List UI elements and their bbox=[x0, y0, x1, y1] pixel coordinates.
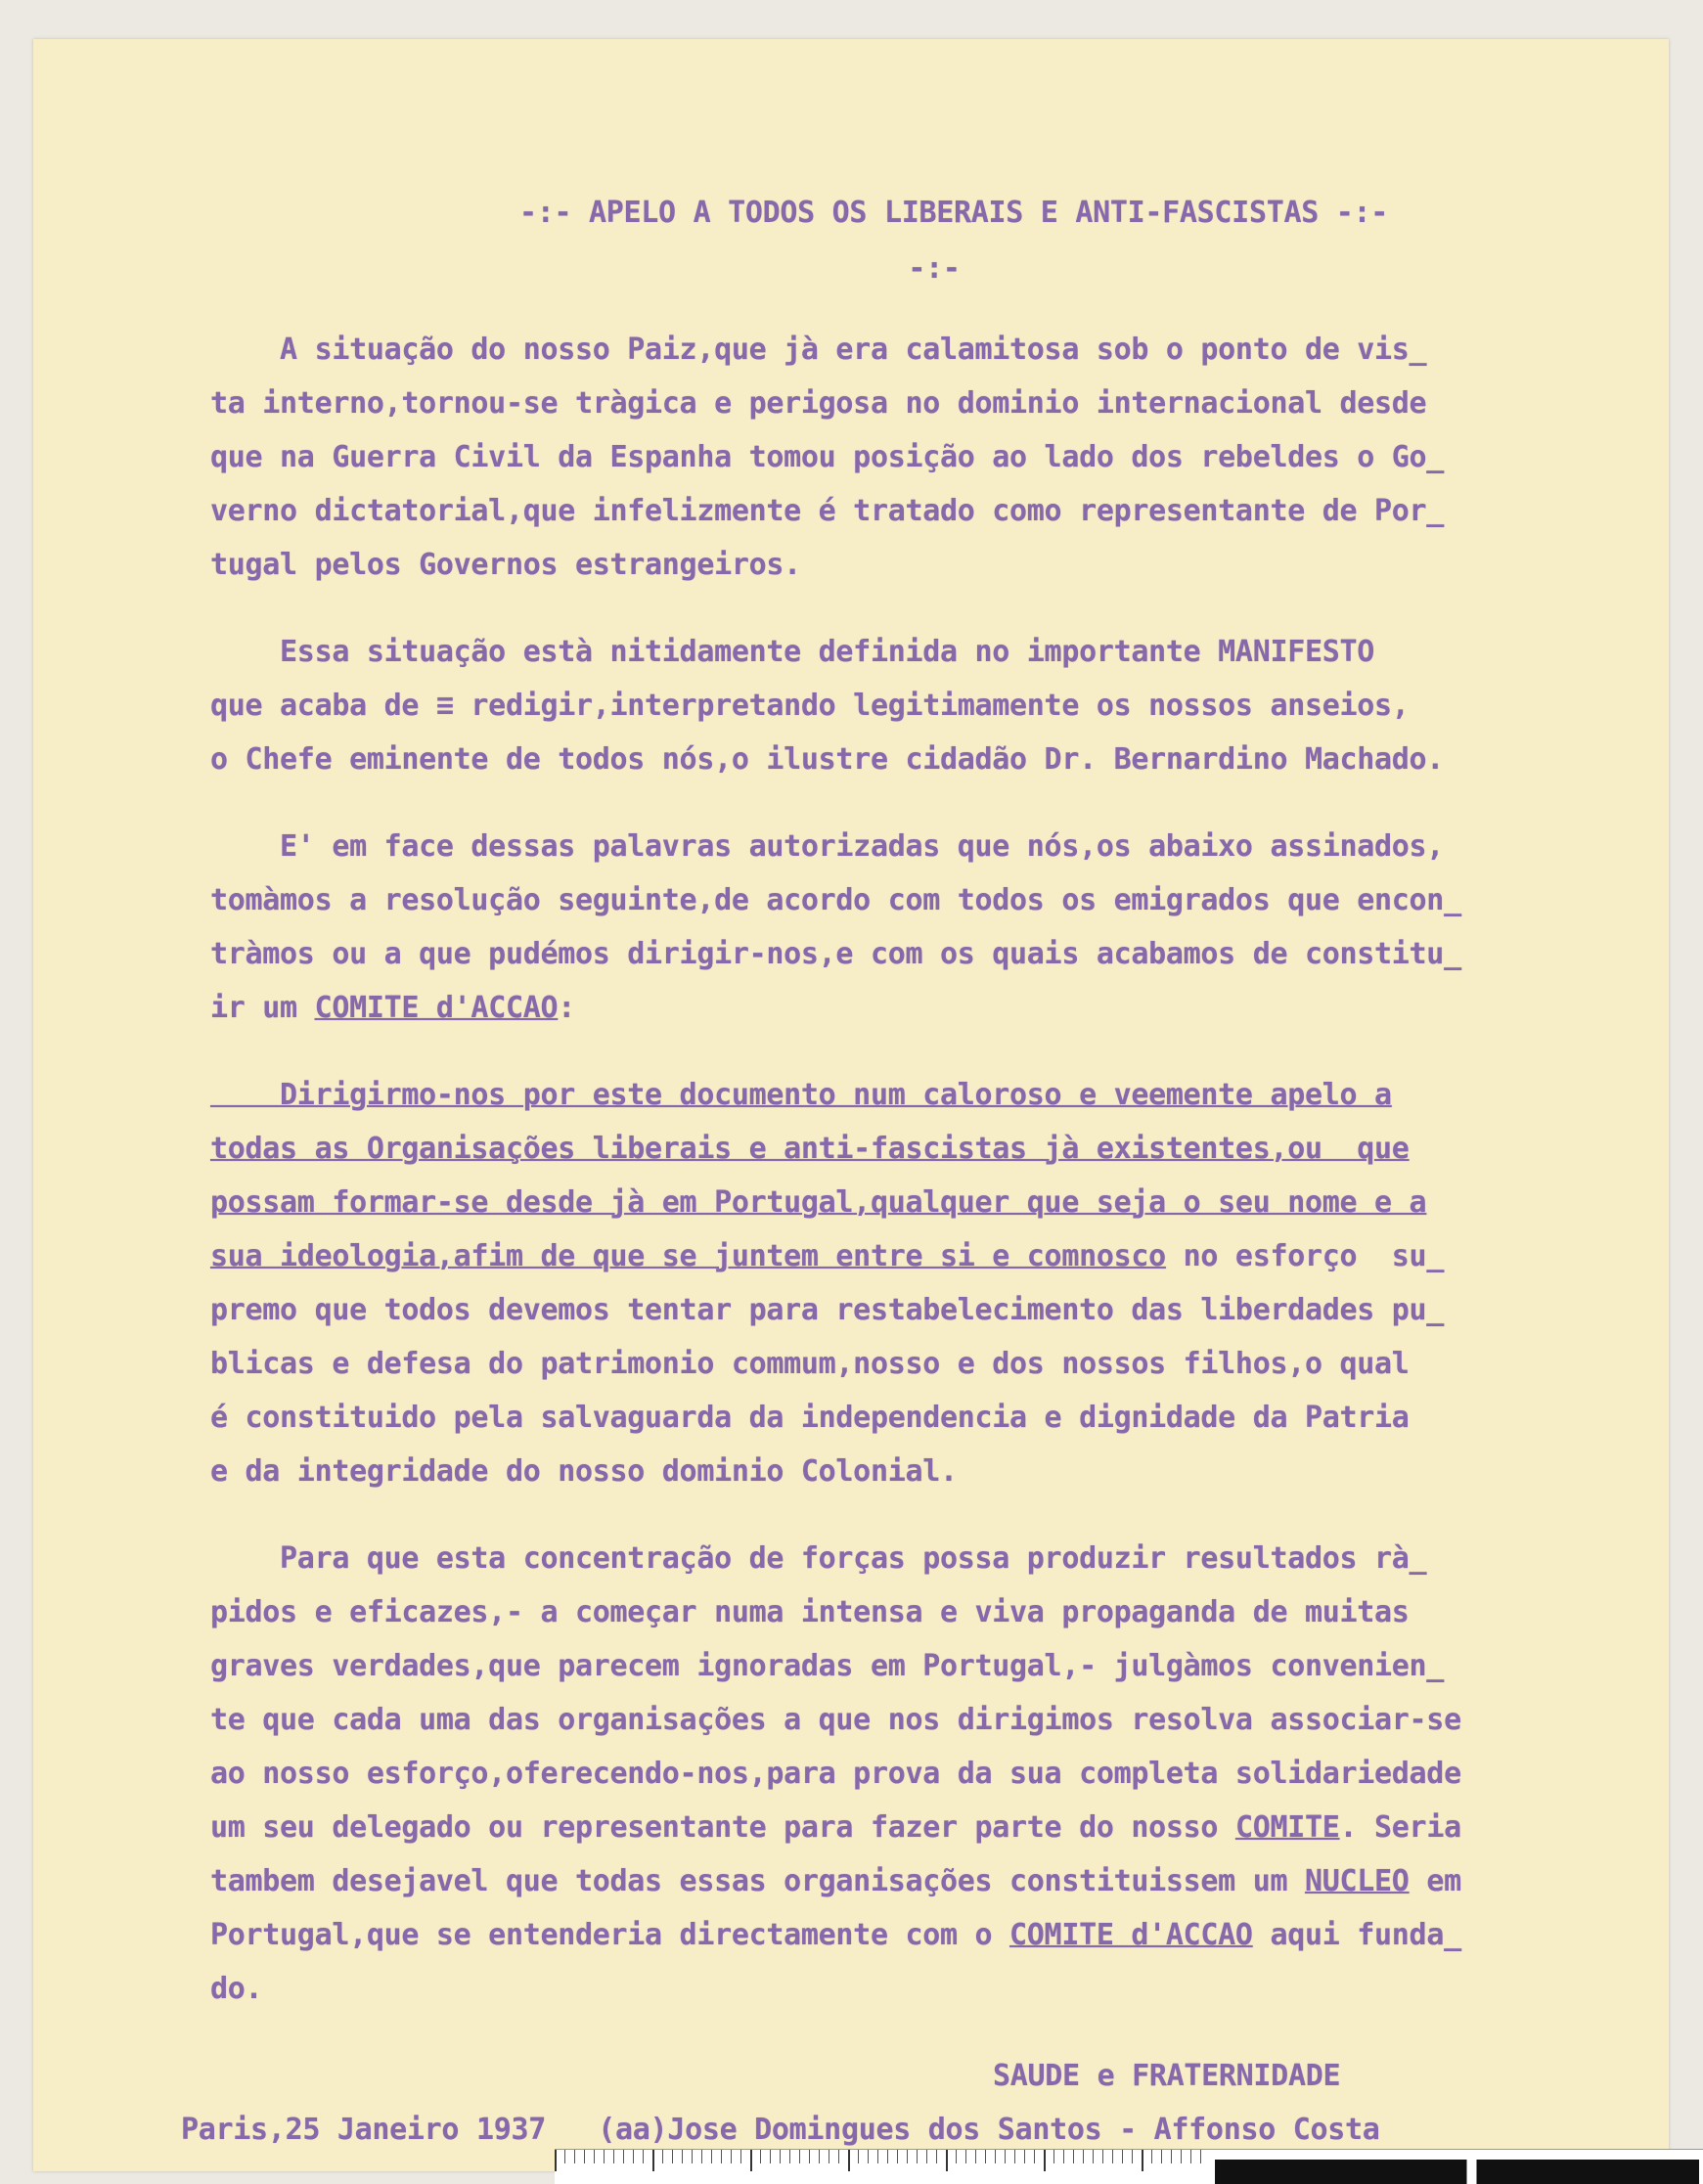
text-fragment: no esforço su_ bbox=[1165, 1239, 1445, 1273]
text-fragment: Portugal,que se entenderia directamente com o bbox=[210, 1918, 1010, 1952]
text-line: ta interno,tornou-se tràgica e perigosa no dominio internacional desde bbox=[210, 386, 1427, 421]
text-line: que na Guerra Civil da Espanha tomou posição ao lado dos rebeldes o Go_ bbox=[210, 440, 1445, 474]
underlined-line: todas as Organisações liberais e anti-fascistas jà existentes,ou que bbox=[210, 1132, 1410, 1166]
underlined-text: COMITE d'ACCAO bbox=[1009, 1918, 1253, 1952]
text-line: Para que esta concentração de forças possa produzir resultados rà_ bbox=[210, 1541, 1427, 1576]
text-line bbox=[210, 981, 1658, 1035]
text-fragment: : bbox=[558, 991, 576, 1025]
underlined-text: sua ideologia,afim de que se juntem entre si e comnosco bbox=[210, 1239, 1166, 1273]
document-title: -:- APELO A TODOS OS LIBERAIS E ANTI-FASCISTAS -:- bbox=[518, 196, 1389, 230]
text-line bbox=[210, 1229, 1658, 1283]
text-fragment: aqui funda_ bbox=[1252, 1918, 1461, 1952]
text-line: premo que todos devemos tentar para restabelecimento das liberdades pu_ bbox=[210, 1293, 1445, 1327]
text-line: blicas e defesa do patrimonio commum,nosso e dos nossos filhos,o qual bbox=[210, 1347, 1410, 1381]
text-line: E' em face dessas palavras autorizadas que nós,os abaixo assinados, bbox=[210, 829, 1445, 864]
text-line: tugal pelos Governos estrangeiros. bbox=[210, 548, 801, 582]
text-line: tomàmos a resolução seguinte,de acordo com todos os emigrados que encon_ bbox=[210, 883, 1461, 917]
underlined-line: possam formar-se desde jà em Portugal,qualquer que seja o seu nome e a bbox=[210, 1185, 1427, 1220]
ruler-scale-bar bbox=[1215, 2160, 1699, 2184]
text-line: ao nosso esforço,oferecendo-nos,para prova da sua completa solidariedade bbox=[210, 1757, 1461, 1791]
text-line bbox=[210, 1801, 1658, 1854]
text-line: A situação do nosso Paiz,que jà era calamitosa sob o ponto de vis_ bbox=[210, 333, 1427, 367]
paragraph-3 bbox=[210, 820, 1658, 1035]
text-line: tràmos ou a que pudémos dirigir-nos,e com os quais acabamos de constitu_ bbox=[210, 937, 1461, 971]
paragraph-1 bbox=[210, 323, 1658, 592]
underlined-line: Dirigirmo-nos por este documento num caloroso e veemente apelo a bbox=[210, 1078, 1392, 1112]
text-line: graves verdades,que parecem ignoradas em Portugal,- julgàmos convenien_ bbox=[210, 1649, 1445, 1683]
text-line: é constituido pela salvaguarda da independencia e dignidade da Patria bbox=[210, 1401, 1410, 1435]
ruler-major-ticks bbox=[555, 2150, 1210, 2171]
typed-text bbox=[181, 196, 1658, 2157]
underlined-text: COMITE bbox=[1234, 1810, 1340, 1845]
text-fragment: ir um bbox=[210, 991, 315, 1025]
salutation: SAUDE e FRATERNIDADE bbox=[993, 2059, 1341, 2093]
underlined-text: COMITE d'ACCAO bbox=[314, 991, 559, 1025]
text-line bbox=[210, 1854, 1658, 1908]
text-line: que acaba de ≡ redigir,interpretando legitimamente os nossos anseios, bbox=[210, 689, 1410, 723]
underlined-text: NUCLEO bbox=[1304, 1864, 1410, 1898]
text-fragment: tambem desejavel que todas essas organisações constituissem um bbox=[210, 1864, 1305, 1898]
date-and-signatories: Paris,25 Janeiro 1937 (aa)Jose Domingues dos Santos - Affonso Costa bbox=[181, 2113, 1380, 2147]
text-line: verno dictatorial,que infelizmente é tratado como representante de Por_ bbox=[210, 494, 1445, 528]
text-fragment: . Seria bbox=[1339, 1810, 1461, 1845]
text-line: e da integridade do nosso dominio Colonial. bbox=[210, 1454, 958, 1489]
title-separator: -:- bbox=[908, 251, 961, 286]
text-fragment: um seu delegado ou representante para fazer parte do nosso bbox=[210, 1810, 1235, 1845]
text-line bbox=[210, 1908, 1658, 1962]
text-fragment: em bbox=[1409, 1864, 1461, 1898]
text-line: Essa situação està nitidamente definida no importante MANIFESTO bbox=[210, 635, 1375, 669]
signature-block bbox=[181, 2049, 1658, 2157]
paragraph-4 bbox=[210, 1068, 1658, 1498]
scale-ruler bbox=[555, 2149, 1703, 2184]
text-line: do. bbox=[210, 1972, 263, 2006]
paragraph-2 bbox=[210, 625, 1658, 786]
paragraph-5 bbox=[210, 1532, 1658, 2016]
text-line: te que cada uma das organisações a que nos dirigimos resolva associar-se bbox=[210, 1703, 1461, 1737]
text-line: o Chefe eminente de todos nós,o ilustre cidadão Dr. Bernardino Machado. bbox=[210, 742, 1445, 777]
text-line: pidos e eficazes,- a começar numa intensa e viva propaganda de muitas bbox=[210, 1595, 1410, 1629]
